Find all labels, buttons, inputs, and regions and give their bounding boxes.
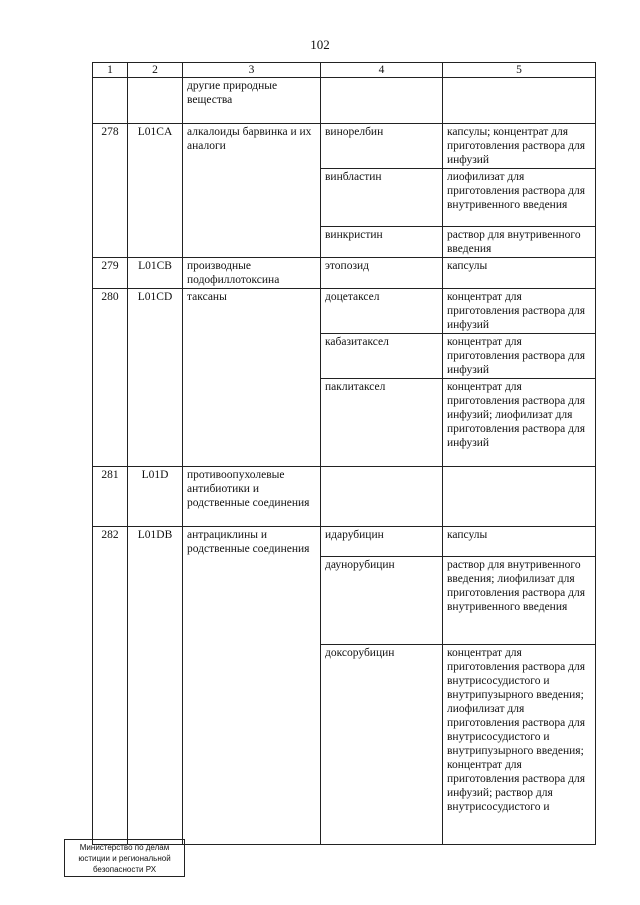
drug-name: идарубицин <box>321 527 443 557</box>
atc-code: L01DB <box>128 527 183 845</box>
row-number: 279 <box>93 258 128 289</box>
group-cell: таксаны <box>183 289 321 467</box>
drug-name: даунорубицин <box>321 557 443 645</box>
dosage-form: капсулы <box>443 527 596 557</box>
table-header-row <box>93 63 596 78</box>
group-cell: антрациклины и родственные соединения <box>183 527 321 845</box>
atc-code: L01CB <box>128 258 183 289</box>
dosage-form: концентрат для приготовления раствора для инфузий <box>443 334 596 379</box>
drug-table <box>92 62 596 845</box>
table-cell <box>321 78 443 124</box>
row-number: 278 <box>93 124 128 258</box>
table-row <box>93 527 596 557</box>
table-row <box>93 124 596 169</box>
page-number: 102 <box>310 37 330 52</box>
ministry-stamp: Министерство по делам юстиции и региональной безопасности РХ <box>64 839 185 877</box>
row-number: 280 <box>93 289 128 467</box>
column-header: 1 <box>93 63 128 78</box>
table-cell <box>443 467 596 527</box>
drug-name: винкристин <box>321 227 443 258</box>
row-number: 281 <box>93 467 128 527</box>
drug-name: винорелбин <box>321 124 443 169</box>
group-cell: противоопухолевые антибиотики и родственные соединения <box>183 467 321 527</box>
dosage-form: раствор для внутривенного введения; лиофилизат для приготовления раствора для внутривенного введения <box>443 557 596 645</box>
drug-name: этопозид <box>321 258 443 289</box>
dosage-form: концентрат для приготовления раствора для инфузий <box>443 289 596 334</box>
group-cell: другие природные вещества <box>183 78 321 124</box>
row-number: 282 <box>93 527 128 845</box>
atc-code: L01D <box>128 467 183 527</box>
table-cell <box>128 78 183 124</box>
table-row <box>93 289 596 334</box>
dosage-form: концентрат для приготовления раствора для внутрисосудистого и внутрипузырного введения; лиофилизат для приготовления раствора для внутрисосудистого и внутрипузырного введения; концентрат для приготовления раствора для инфузий; раствор для внутрисосудистого и <box>443 645 596 845</box>
drug-name: доцетаксел <box>321 289 443 334</box>
atc-code: L01CD <box>128 289 183 467</box>
dosage-form: раствор для внутривенного введения <box>443 227 596 258</box>
dosage-form: капсулы <box>443 258 596 289</box>
dosage-form: концентрат для приготовления раствора для инфузий; лиофилизат для приготовления раствора для инфузий <box>443 379 596 467</box>
table-row <box>93 467 596 527</box>
table-row <box>93 78 596 124</box>
table-row <box>93 258 596 289</box>
group-cell: алкалоиды барвинка и их аналоги <box>183 124 321 258</box>
drug-name: винбластин <box>321 169 443 227</box>
dosage-form: капсулы; концентрат для приготовления раствора для инфузий <box>443 124 596 169</box>
atc-code: L01CA <box>128 124 183 258</box>
column-header: 4 <box>321 63 443 78</box>
table-cell <box>443 78 596 124</box>
column-header: 5 <box>443 63 596 78</box>
column-header: 3 <box>183 63 321 78</box>
drug-name: доксорубицин <box>321 645 443 845</box>
drug-name: кабазитаксел <box>321 334 443 379</box>
group-cell: производные подофиллотоксина <box>183 258 321 289</box>
table-cell <box>321 467 443 527</box>
table-cell <box>93 78 128 124</box>
dosage-form: лиофилизат для приготовления раствора для внутривенного введения <box>443 169 596 227</box>
drug-name: паклитаксел <box>321 379 443 467</box>
column-header: 2 <box>128 63 183 78</box>
